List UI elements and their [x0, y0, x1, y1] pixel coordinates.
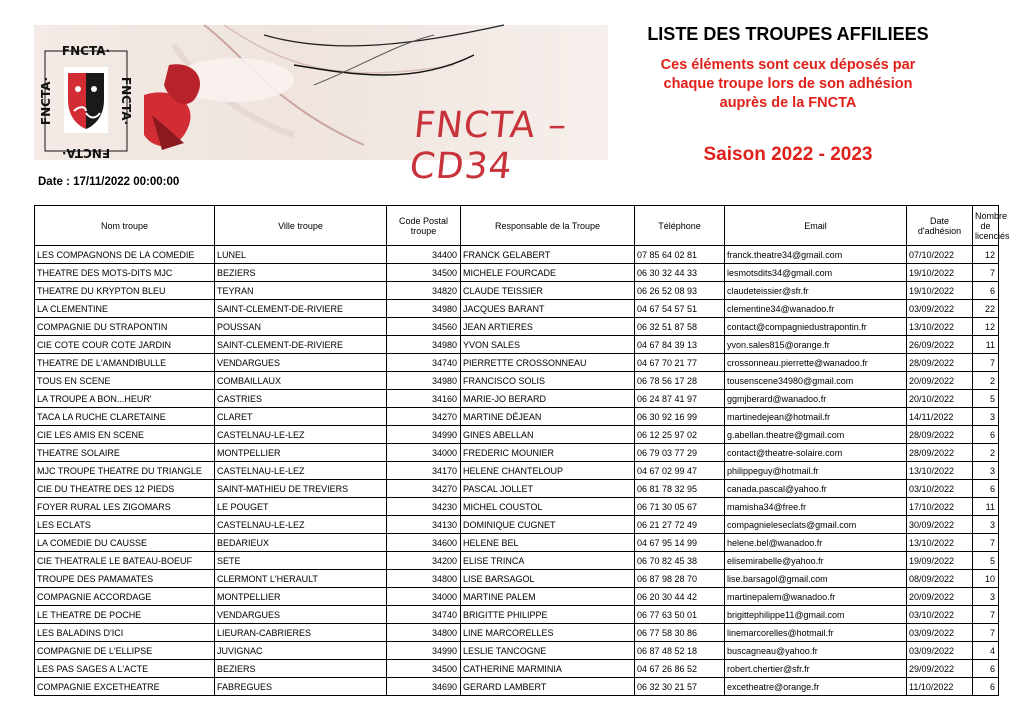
- cell-responsable: DOMINIQUE CUGNET: [461, 516, 635, 534]
- table-row: [35, 336, 999, 354]
- table-row: [35, 264, 999, 282]
- cell-responsable: PASCAL JOLLET: [461, 480, 635, 498]
- table-row: [35, 606, 999, 624]
- cell-ville: POUSSAN: [215, 318, 387, 336]
- cell-email: contact@compagniedustrapontin.fr: [725, 318, 907, 336]
- fncta-emblem: [39, 44, 133, 160]
- cell-code-postal: 34230: [387, 498, 461, 516]
- cell-nombre-licencies: 7: [973, 264, 999, 282]
- cell-date-adhesion: 03/09/2022: [907, 300, 973, 318]
- cell-email: ggmjberard@wanadoo.fr: [725, 390, 907, 408]
- cell-code-postal: 34740: [387, 354, 461, 372]
- svg-text:FNCTA·: FNCTA·: [119, 76, 133, 126]
- cell-date-adhesion: 28/09/2022: [907, 354, 973, 372]
- cell-telephone: 06 77 63 50 01: [635, 606, 725, 624]
- cell-nom-troupe: LA COMEDIE DU CAUSSE: [35, 534, 215, 552]
- cell-telephone: 04 67 84 39 13: [635, 336, 725, 354]
- cell-date-adhesion: 03/10/2022: [907, 480, 973, 498]
- cell-email: brigittephilippe11@gmail.com: [725, 606, 907, 624]
- cell-email: linemarcorelles@hotmail.fr: [725, 624, 907, 642]
- cell-ville: SAINT-CLEMENT-DE-RIVIERE: [215, 336, 387, 354]
- cell-date-adhesion: 03/09/2022: [907, 642, 973, 660]
- cell-ville: SETE: [215, 552, 387, 570]
- cell-nombre-licencies: 7: [973, 354, 999, 372]
- cell-responsable: JACQUES BARANT: [461, 300, 635, 318]
- cell-nombre-licencies: 6: [973, 282, 999, 300]
- cell-ville: CASTELNAU-LE-LEZ: [215, 426, 387, 444]
- cell-code-postal: 34130: [387, 516, 461, 534]
- cell-email: canada.pascal@yahoo.fr: [725, 480, 907, 498]
- cell-nom-troupe: LES PAS SAGES A L'ACTE: [35, 660, 215, 678]
- cell-nom-troupe: LE THEATRE DE POCHE: [35, 606, 215, 624]
- report-date: Date : 17/11/2022 00:00:00: [38, 176, 180, 188]
- cell-email: clementine34@wanadoo.fr: [725, 300, 907, 318]
- cell-nom-troupe: LES BALADINS D'ICI: [35, 624, 215, 642]
- table-row: [35, 480, 999, 498]
- table-row: [35, 624, 999, 642]
- cell-date-adhesion: 19/10/2022: [907, 282, 973, 300]
- cell-nom-troupe: COMPAGNIE DE L'ELLIPSE: [35, 642, 215, 660]
- cell-email: lesmotsdits34@gmail.com: [725, 264, 907, 282]
- cell-nom-troupe: CIE DU THEATRE DES 12 PIEDS: [35, 480, 215, 498]
- cell-telephone: 06 26 52 08 93: [635, 282, 725, 300]
- cell-telephone: 04 67 02 99 47: [635, 462, 725, 480]
- cell-telephone: 06 87 98 28 70: [635, 570, 725, 588]
- table-row: [35, 552, 999, 570]
- cell-code-postal: 34990: [387, 642, 461, 660]
- cell-nom-troupe: MJC TROUPE THEATRE DU TRIANGLE: [35, 462, 215, 480]
- cell-date-adhesion: 08/09/2022: [907, 570, 973, 588]
- cell-nombre-licencies: 7: [973, 624, 999, 642]
- cell-responsable: MICHELE FOURCADE: [461, 264, 635, 282]
- table-header-row: [35, 206, 999, 246]
- cell-date-adhesion: 20/09/2022: [907, 588, 973, 606]
- cell-nom-troupe: FOYER RURAL LES ZIGOMARS: [35, 498, 215, 516]
- svg-text:FNCTA·: FNCTA·: [61, 146, 111, 160]
- cell-telephone: 06 77 58 30 86: [635, 624, 725, 642]
- cell-nombre-licencies: 2: [973, 444, 999, 462]
- cell-nombre-licencies: 7: [973, 534, 999, 552]
- table-row: [35, 372, 999, 390]
- cell-date-adhesion: 26/09/2022: [907, 336, 973, 354]
- cell-nom-troupe: THEATRE DE L'AMANDIBULLE: [35, 354, 215, 372]
- cell-nombre-licencies: 2: [973, 372, 999, 390]
- cell-responsable: FREDERIC MOUNIER: [461, 444, 635, 462]
- header-nombre-licencies: Nombre de licenciés: [973, 206, 999, 246]
- cell-ville: LUNEL: [215, 246, 387, 264]
- cell-code-postal: 34170: [387, 462, 461, 480]
- cell-telephone: 06 70 82 45 38: [635, 552, 725, 570]
- cell-telephone: 06 20 30 44 42: [635, 588, 725, 606]
- cell-code-postal: 34400: [387, 246, 461, 264]
- table-row: [35, 516, 999, 534]
- cell-date-adhesion: 28/09/2022: [907, 426, 973, 444]
- cell-responsable: HELENE BEL: [461, 534, 635, 552]
- cell-responsable: MARTINE PALEM: [461, 588, 635, 606]
- cell-date-adhesion: 20/10/2022: [907, 390, 973, 408]
- cell-date-adhesion: 11/10/2022: [907, 678, 973, 696]
- table-row: [35, 282, 999, 300]
- cell-ville: MONTPELLIER: [215, 588, 387, 606]
- cell-email: helene.bel@wanadoo.fr: [725, 534, 907, 552]
- cell-code-postal: 34270: [387, 408, 461, 426]
- cell-code-postal: 34800: [387, 570, 461, 588]
- header-nom-troupe: Nom troupe: [35, 206, 215, 246]
- cell-code-postal: 34980: [387, 372, 461, 390]
- cell-code-postal: 34000: [387, 588, 461, 606]
- cell-responsable: PIERRETTE CROSSONNEAU: [461, 354, 635, 372]
- cell-telephone: 06 32 30 21 57: [635, 678, 725, 696]
- troupes-table: [34, 205, 1010, 696]
- cell-email: martinedejean@hotmail.fr: [725, 408, 907, 426]
- table-row: [35, 426, 999, 444]
- cell-date-adhesion: 07/10/2022: [907, 246, 973, 264]
- cell-responsable: CLAUDE TEISSIER: [461, 282, 635, 300]
- cell-code-postal: 34560: [387, 318, 461, 336]
- cell-responsable: LISE BARSAGOL: [461, 570, 635, 588]
- cell-telephone: 04 67 26 86 52: [635, 660, 725, 678]
- cell-nombre-licencies: 6: [973, 660, 999, 678]
- cell-code-postal: 34740: [387, 606, 461, 624]
- cell-code-postal: 34500: [387, 264, 461, 282]
- cell-nombre-licencies: 22: [973, 300, 999, 318]
- cell-code-postal: 34200: [387, 552, 461, 570]
- table-row: [35, 642, 999, 660]
- cell-responsable: MICHEL COUSTOL: [461, 498, 635, 516]
- table-row: [35, 498, 999, 516]
- cell-ville: FABREGUES: [215, 678, 387, 696]
- cell-telephone: 06 30 92 16 99: [635, 408, 725, 426]
- table-row: [35, 444, 999, 462]
- cell-email: compagnieleseclats@gmail.com: [725, 516, 907, 534]
- cell-telephone: 06 71 30 05 67: [635, 498, 725, 516]
- cell-responsable: MARTINE DÉJEAN: [461, 408, 635, 426]
- table-row: [35, 660, 999, 678]
- cell-telephone: 04 67 70 21 77: [635, 354, 725, 372]
- cell-responsable: CATHERINE MARMINIA: [461, 660, 635, 678]
- cell-date-adhesion: 14/11/2022: [907, 408, 973, 426]
- cell-responsable: FRANCK GELABERT: [461, 246, 635, 264]
- cell-ville: CASTELNAU-LE-LEZ: [215, 516, 387, 534]
- header-code-postal: Code Postal troupe: [387, 206, 461, 246]
- subtitle-line: auprès de la FNCTA: [719, 95, 857, 111]
- header-email: Email: [725, 206, 907, 246]
- subtitle-line: Ces éléments sont ceux déposés par: [660, 57, 916, 73]
- cell-nombre-licencies: 3: [973, 462, 999, 480]
- svg-text:FNCTA·: FNCTA·: [61, 44, 111, 58]
- table-row: [35, 318, 999, 336]
- cell-date-adhesion: 19/09/2022: [907, 552, 973, 570]
- cell-nom-troupe: LA TROUPE A BON...HEUR': [35, 390, 215, 408]
- header-responsable: Responsable de la Troupe: [461, 206, 635, 246]
- cell-ville: VENDARGUES: [215, 606, 387, 624]
- cell-date-adhesion: 17/10/2022: [907, 498, 973, 516]
- cell-email: g.abellan.theatre@gmail.com: [725, 426, 907, 444]
- cell-ville: BEZIERS: [215, 264, 387, 282]
- cell-nombre-licencies: 5: [973, 552, 999, 570]
- cell-telephone: 06 78 56 17 28: [635, 372, 725, 390]
- cell-date-adhesion: 13/10/2022: [907, 534, 973, 552]
- cell-telephone: 06 24 87 41 97: [635, 390, 725, 408]
- cell-nom-troupe: LES ECLATS: [35, 516, 215, 534]
- cell-code-postal: 34500: [387, 660, 461, 678]
- cell-nombre-licencies: 3: [973, 516, 999, 534]
- table-row: [35, 408, 999, 426]
- cell-date-adhesion: 13/10/2022: [907, 318, 973, 336]
- cell-code-postal: 34990: [387, 426, 461, 444]
- cell-responsable: HELENE CHANTELOUP: [461, 462, 635, 480]
- page-title: LISTE DES TROUPES AFFILIEES: [647, 24, 929, 44]
- cell-email: contact@theatre-solaire.com: [725, 444, 907, 462]
- cell-nombre-licencies: 7: [973, 606, 999, 624]
- cell-email: tousenscene34980@gmail.com: [725, 372, 907, 390]
- cell-email: crossonneau.pierrette@wanadoo.fr: [725, 354, 907, 372]
- table-row: [35, 354, 999, 372]
- cell-nom-troupe: COMPAGNIE ACCORDAGE: [35, 588, 215, 606]
- table-row: [35, 570, 999, 588]
- cell-email: excetheatre@orange.fr: [725, 678, 907, 696]
- header-date-adhesion: Date d'adhésion: [907, 206, 973, 246]
- cell-email: lise.barsagol@gmail.com: [725, 570, 907, 588]
- cell-nom-troupe: CIE LES AMIS EN SCENE: [35, 426, 215, 444]
- cell-date-adhesion: 19/10/2022: [907, 264, 973, 282]
- cell-nom-troupe: LA CLEMENTINE: [35, 300, 215, 318]
- cell-nombre-licencies: 11: [973, 336, 999, 354]
- cell-telephone: 06 81 78 32 95: [635, 480, 725, 498]
- cell-nom-troupe: TROUPE DES PAMAMATES: [35, 570, 215, 588]
- cell-date-adhesion: 20/09/2022: [907, 372, 973, 390]
- cell-nom-troupe: CIE COTE COUR COTE JARDIN: [35, 336, 215, 354]
- header-telephone: Téléphone: [635, 206, 725, 246]
- cell-telephone: 06 30 32 44 33: [635, 264, 725, 282]
- cell-responsable: BRIGITTE PHILIPPE: [461, 606, 635, 624]
- cell-email: yvon.sales815@orange.fr: [725, 336, 907, 354]
- cell-telephone: 07 85 64 02 81: [635, 246, 725, 264]
- cell-code-postal: 34600: [387, 534, 461, 552]
- cell-telephone: 06 79 03 77 29: [635, 444, 725, 462]
- cell-ville: MONTPELLIER: [215, 444, 387, 462]
- subtitle: [618, 56, 958, 113]
- cell-code-postal: 34980: [387, 300, 461, 318]
- logo-text: FNCTA – CD34: [407, 105, 570, 187]
- cell-responsable: ELISE TRINCA: [461, 552, 635, 570]
- cell-date-adhesion: 03/09/2022: [907, 624, 973, 642]
- cell-responsable: LINE MARCORELLES: [461, 624, 635, 642]
- cell-ville: JUVIGNAC: [215, 642, 387, 660]
- cell-nombre-licencies: 3: [973, 408, 999, 426]
- cell-telephone: 06 21 27 72 49: [635, 516, 725, 534]
- cell-responsable: LESLIE TANCOGNE: [461, 642, 635, 660]
- cell-nombre-licencies: 10: [973, 570, 999, 588]
- subtitle-line: chaque troupe lors de son adhésion: [663, 76, 913, 92]
- cell-email: claudeteissier@sfr.fr: [725, 282, 907, 300]
- cell-nom-troupe: THEATRE SOLAIRE: [35, 444, 215, 462]
- cell-ville: TEYRAN: [215, 282, 387, 300]
- cell-ville: VENDARGUES: [215, 354, 387, 372]
- cell-email: elisemirabelle@yahoo.fr: [725, 552, 907, 570]
- cell-ville: BEZIERS: [215, 660, 387, 678]
- cell-email: philippeguy@hotmail.fr: [725, 462, 907, 480]
- table-row: [35, 534, 999, 552]
- cell-ville: BEDARIEUX: [215, 534, 387, 552]
- cell-ville: CLARET: [215, 408, 387, 426]
- cell-nombre-licencies: 6: [973, 480, 999, 498]
- cell-code-postal: 34000: [387, 444, 461, 462]
- cell-nom-troupe: TOUS EN SCENE: [35, 372, 215, 390]
- cell-nom-troupe: THEATRE DES MOTS-DITS MJC: [35, 264, 215, 282]
- cell-nombre-licencies: 4: [973, 642, 999, 660]
- cell-nom-troupe: TACA LA RUCHE CLARETAINE: [35, 408, 215, 426]
- cell-ville: LE POUGET: [215, 498, 387, 516]
- table-row: [35, 390, 999, 408]
- cell-nombre-licencies: 6: [973, 426, 999, 444]
- cell-date-adhesion: 13/10/2022: [907, 462, 973, 480]
- cell-telephone: 06 12 25 97 02: [635, 426, 725, 444]
- table-row: [35, 246, 999, 264]
- table-body: [35, 246, 999, 696]
- cell-date-adhesion: 29/09/2022: [907, 660, 973, 678]
- cell-responsable: GINES ABELLAN: [461, 426, 635, 444]
- cell-responsable: GERARD LAMBERT: [461, 678, 635, 696]
- cell-code-postal: 34270: [387, 480, 461, 498]
- cell-email: martinepalem@wanadoo.fr: [725, 588, 907, 606]
- table-row: [35, 588, 999, 606]
- cell-telephone: 06 32 51 87 58: [635, 318, 725, 336]
- cell-date-adhesion: 03/10/2022: [907, 606, 973, 624]
- table-row: [35, 678, 999, 696]
- cell-nom-troupe: COMPAGNIE DU STRAPONTIN: [35, 318, 215, 336]
- cell-ville: SAINT-MATHIEU DE TREVIERS: [215, 480, 387, 498]
- svg-text:FNCTA·: FNCTA·: [39, 76, 53, 126]
- cell-nombre-licencies: 11: [973, 498, 999, 516]
- cell-telephone: 06 87 48 52 18: [635, 642, 725, 660]
- cell-code-postal: 34800: [387, 624, 461, 642]
- cell-nombre-licencies: 3: [973, 588, 999, 606]
- cell-code-postal: 34980: [387, 336, 461, 354]
- cell-responsable: MARIE-JO BERARD: [461, 390, 635, 408]
- cell-nombre-licencies: 12: [973, 246, 999, 264]
- cell-responsable: JEAN ARTIERES: [461, 318, 635, 336]
- cell-ville: CASTRIES: [215, 390, 387, 408]
- cell-email: franck.theatre34@gmail.com: [725, 246, 907, 264]
- table-row: [35, 462, 999, 480]
- cell-ville: LIEURAN-CABRIERES: [215, 624, 387, 642]
- cell-nombre-licencies: 6: [973, 678, 999, 696]
- cell-responsable: YVON SALES: [461, 336, 635, 354]
- cell-nombre-licencies: 5: [973, 390, 999, 408]
- season-title: Saison 2022 - 2023: [703, 144, 873, 165]
- cell-email: robert.chertier@sfr.fr: [725, 660, 907, 678]
- cell-nom-troupe: COMPAGNIE EXCETHEATRE: [35, 678, 215, 696]
- cell-nom-troupe: LES COMPAGNONS DE LA COMEDIE: [35, 246, 215, 264]
- cell-ville: COMBAILLAUX: [215, 372, 387, 390]
- cell-email: buscagneau@yahoo.fr: [725, 642, 907, 660]
- cell-code-postal: 34690: [387, 678, 461, 696]
- cell-date-adhesion: 30/09/2022: [907, 516, 973, 534]
- cell-email: mamisha34@free.fr: [725, 498, 907, 516]
- cell-ville: CASTELNAU-LE-LEZ: [215, 462, 387, 480]
- header-ville-troupe: Ville troupe: [215, 206, 387, 246]
- cell-telephone: 04 67 95 14 99: [635, 534, 725, 552]
- cell-nom-troupe: CIE THEATRALE LE BATEAU-BOEUF: [35, 552, 215, 570]
- cell-responsable: FRANCISCO SOLIS: [461, 372, 635, 390]
- cell-nombre-licencies: 12: [973, 318, 999, 336]
- cell-code-postal: 34820: [387, 282, 461, 300]
- cell-code-postal: 34160: [387, 390, 461, 408]
- table-row: [35, 300, 999, 318]
- cell-ville: CLERMONT L'HERAULT: [215, 570, 387, 588]
- cell-ville: SAINT-CLEMENT-DE-RIVIERE: [215, 300, 387, 318]
- cell-date-adhesion: 28/09/2022: [907, 444, 973, 462]
- cell-telephone: 04 67 54 57 51: [635, 300, 725, 318]
- cell-nom-troupe: THEATRE DU KRYPTON BLEU: [35, 282, 215, 300]
